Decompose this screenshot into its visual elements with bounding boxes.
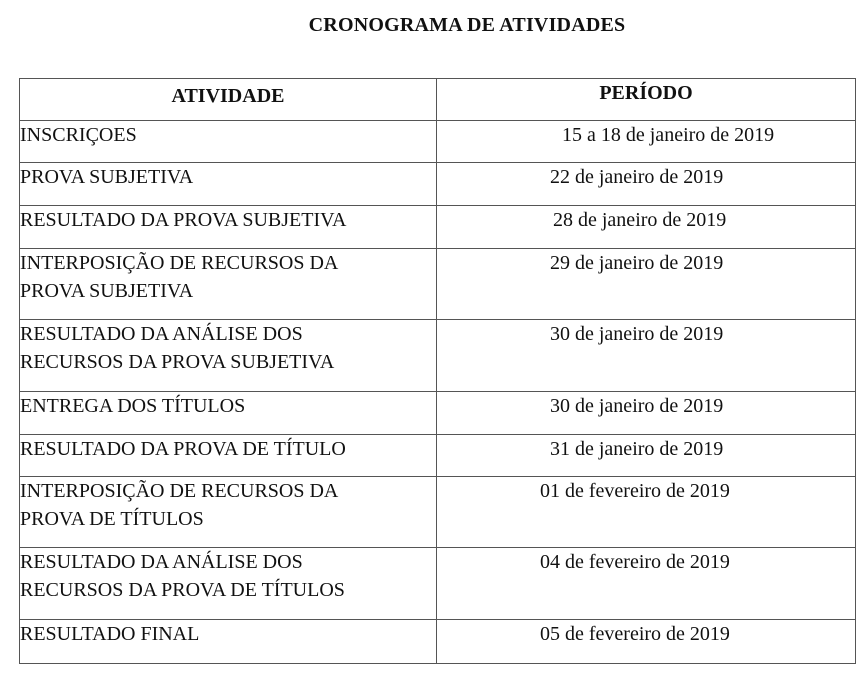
activity-line: RECURSOS DA PROVA SUBJETIVA: [20, 351, 335, 373]
period-text: 04 de fevereiro de 2019: [540, 551, 730, 573]
activity-cell: [20, 206, 437, 249]
period-cell: [437, 163, 856, 206]
table-row: [20, 163, 856, 206]
activity-cell: [20, 548, 437, 620]
activity-cell: [20, 620, 437, 664]
activity-line: RESULTADO DA PROVA SUBJETIVA: [20, 209, 347, 231]
period-text: 30 de janeiro de 2019: [550, 395, 724, 417]
period-text: 01 de fevereiro de 2019: [540, 480, 730, 502]
period-cell: [437, 620, 856, 664]
period-text: 30 de janeiro de 2019: [550, 323, 724, 345]
schedule-table: [19, 78, 856, 664]
period-cell: [437, 477, 856, 548]
activity-line: RESULTADO DA ANÁLISE DOS: [20, 323, 303, 345]
period-cell: [437, 249, 856, 320]
activity-line: RESULTADO DA ANÁLISE DOS: [20, 551, 303, 573]
period-text: 28 de janeiro de 2019: [553, 209, 727, 231]
period-cell: [437, 121, 856, 163]
table-row: [20, 392, 856, 435]
period-cell: [437, 320, 856, 392]
activity-line: INSCRIÇOES: [20, 124, 137, 146]
activity-line: INTERPOSIÇÃO DE RECURSOS DA: [20, 480, 339, 502]
period-text: 29 de janeiro de 2019: [550, 252, 724, 274]
activity-line: ENTREGA DOS TÍTULOS: [20, 395, 246, 417]
table-row: [20, 477, 856, 548]
activity-line: RESULTADO DA PROVA DE TÍTULO: [20, 438, 346, 460]
period-cell: [437, 392, 856, 435]
period-cell: [437, 435, 856, 477]
table-row: [20, 620, 856, 664]
period-cell: [437, 206, 856, 249]
activity-cell: [20, 392, 437, 435]
period-text: 31 de janeiro de 2019: [550, 438, 724, 460]
header-period: PERÍODO: [437, 79, 856, 121]
activity-line: PROVA SUBJETIVA: [20, 280, 194, 302]
activity-line: RESULTADO FINAL: [20, 623, 200, 645]
period-text: 05 de fevereiro de 2019: [540, 623, 730, 645]
table-row: [20, 548, 856, 620]
table-row: [20, 206, 856, 249]
document-title: CRONOGRAMA DE ATIVIDADES: [308, 14, 626, 36]
activity-cell: [20, 320, 437, 392]
activity-line: PROVA DE TÍTULOS: [20, 508, 204, 530]
activity-line: RECURSOS DA PROVA DE TÍTULOS: [20, 579, 345, 601]
period-cell: [437, 548, 856, 620]
activity-line: PROVA SUBJETIVA: [20, 166, 194, 188]
period-text: 22 de janeiro de 2019: [550, 166, 724, 188]
header-activity: ATIVIDADE: [20, 79, 437, 121]
activity-cell: [20, 121, 437, 163]
table-row: [20, 121, 856, 163]
activity-cell: [20, 163, 437, 206]
activity-line: INTERPOSIÇÃO DE RECURSOS DA: [20, 252, 339, 274]
table-row: [20, 249, 856, 320]
table-row: [20, 320, 856, 392]
activity-cell: [20, 477, 437, 548]
period-text: 15 a 18 de janeiro de 2019: [562, 124, 775, 146]
activity-cell: [20, 435, 437, 477]
table-header-row: [20, 79, 856, 121]
table-row: [20, 435, 856, 477]
activity-cell: [20, 249, 437, 320]
